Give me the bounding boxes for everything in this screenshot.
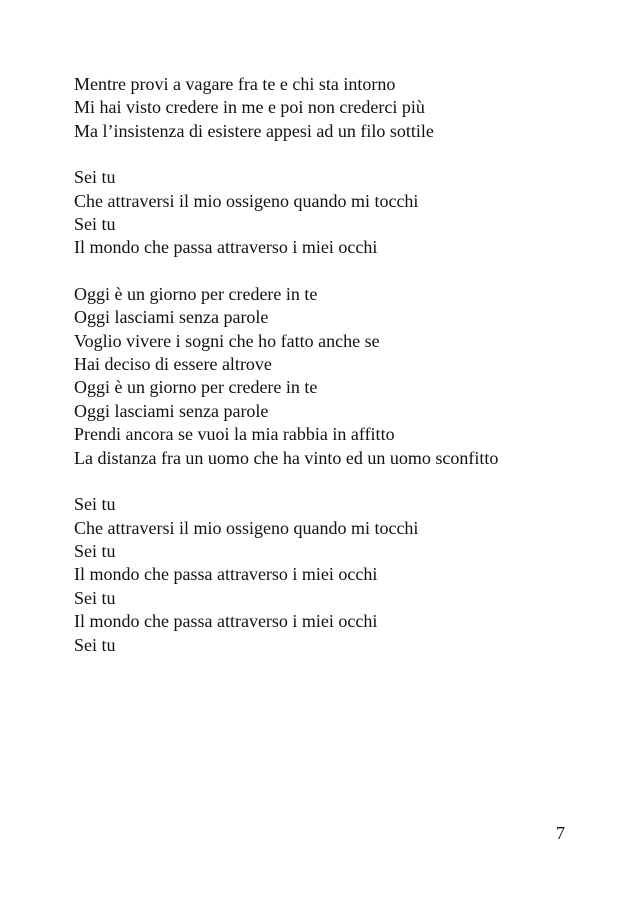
lyric-line: La distanza fra un uomo che ha vinto ed un uomo sconfitto xyxy=(74,447,499,468)
stanza-4 xyxy=(74,493,594,657)
lyric-line: Mentre provi a vagare fra te e chi sta intorno xyxy=(74,74,396,94)
lyric-line: Sei tu xyxy=(74,540,116,561)
lyric-line: Oggi è un giorno per credere in te xyxy=(74,283,318,304)
lyric-line: Che attraversi il mio ossigeno quando mi tocchi xyxy=(74,190,419,211)
page-number: 7 xyxy=(556,823,565,843)
lyric-line: Il mondo che passa attraverso i miei occhi xyxy=(74,611,378,632)
lyric-line: Sei tu xyxy=(74,634,116,655)
lyric-line: Sei tu xyxy=(74,494,116,515)
lyric-line: Sei tu xyxy=(74,214,116,235)
lyrics-body xyxy=(74,73,594,680)
lyric-line: Mi hai visto credere in me e poi non crederci più xyxy=(74,97,425,118)
lyric-line: Sei tu xyxy=(74,167,116,188)
stanza-3 xyxy=(74,283,594,470)
lyric-line: Il mondo che passa attraverso i miei occhi xyxy=(74,564,378,585)
lyric-line: Ma l’insistenza di esistere appesi ad un filo sottile xyxy=(74,120,434,141)
stanza-1 xyxy=(74,73,594,143)
lyric-line: Oggi lasciami senza parole xyxy=(74,307,269,328)
lyric-line: Sei tu xyxy=(74,587,116,608)
lyric-line: Voglio vivere i sogni che ho fatto anche se xyxy=(74,330,380,351)
lyric-line: Oggi è un giorno per credere in te xyxy=(74,377,318,398)
lyric-line: Prendi ancora se vuoi la mia rabbia in affitto xyxy=(74,424,395,445)
lyric-line: Oggi lasciami senza parole xyxy=(74,400,269,421)
stanza-2 xyxy=(74,166,594,260)
lyric-line: Il mondo che passa attraverso i miei occhi xyxy=(74,237,378,258)
lyric-line: Hai deciso di essere altrove xyxy=(74,354,272,375)
lyric-line: Che attraversi il mio ossigeno quando mi tocchi xyxy=(74,517,419,538)
